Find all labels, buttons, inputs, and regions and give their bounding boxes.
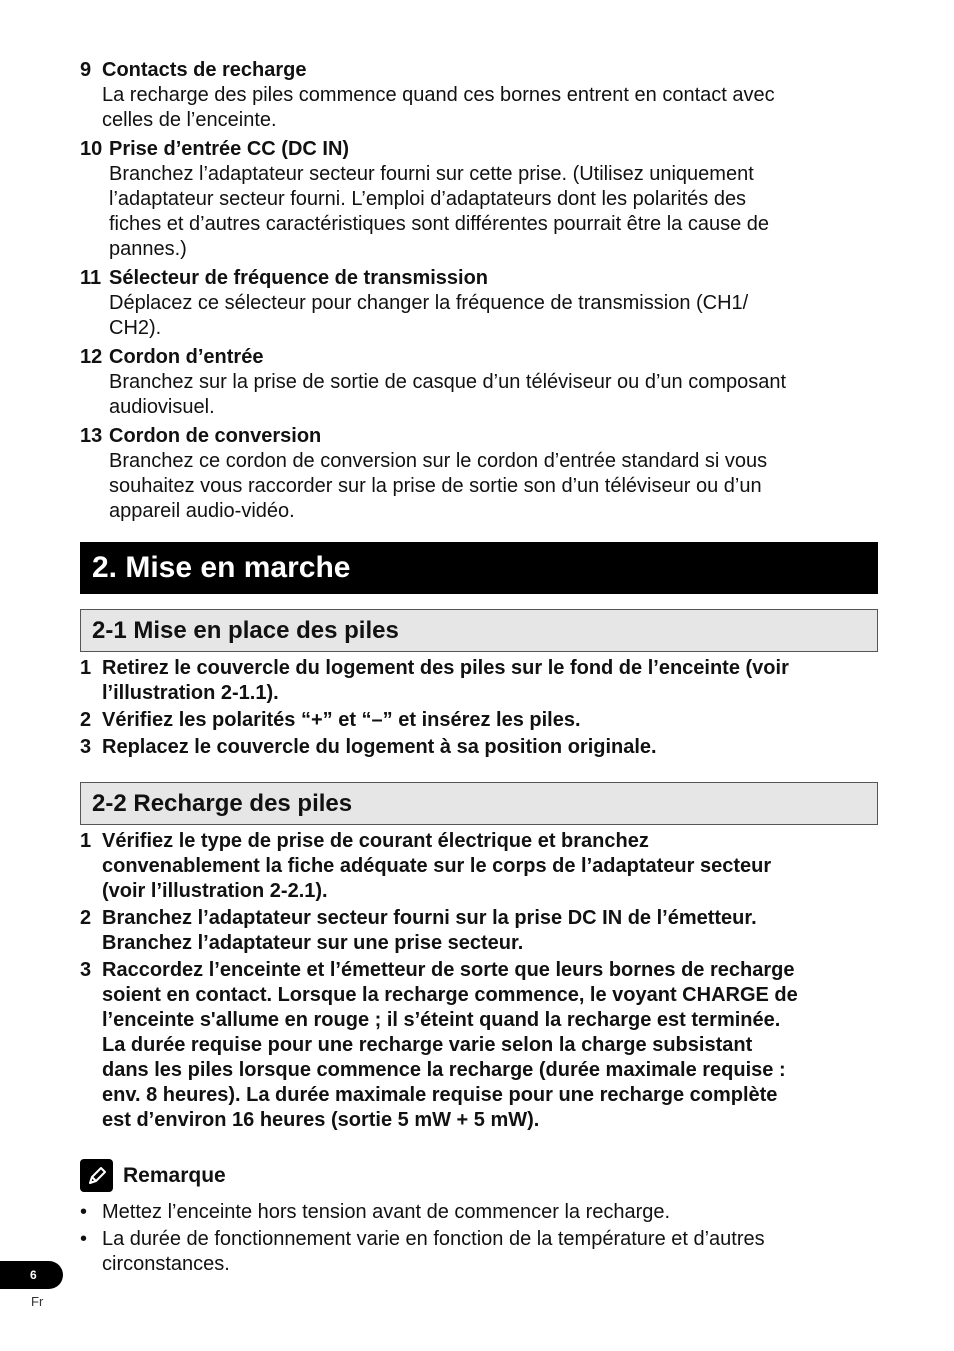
text-line: l’illustration 2-1.1). <box>102 682 279 704</box>
item-description <box>80 291 878 341</box>
item-13 <box>80 424 878 524</box>
step-item <box>80 735 878 760</box>
text-line: dans les piles lorsque commence la recharge (durée maximale requise : <box>102 1059 786 1081</box>
item-11 <box>80 266 878 341</box>
section-heading: 2. Mise en marche <box>80 542 878 594</box>
item-description <box>80 162 878 262</box>
text-line: La durée requise pour une recharge varie selon la charge subsistant <box>102 1034 753 1056</box>
step-number: 2 <box>80 907 92 929</box>
text-line: Retirez le couvercle du logement des piles sur le fond de l’enceinte (voir <box>102 657 789 679</box>
note-title: Remarque <box>123 1163 226 1187</box>
step-number: 2 <box>80 709 92 731</box>
text-line: est d’environ 16 heures (sortie 5 mW + 5 mW). <box>102 1109 540 1131</box>
item-title: Cordon d’entrée <box>109 346 264 368</box>
text-line: Déplacez ce sélecteur pour changer la fréquence de transmission (CH1/ <box>109 292 749 314</box>
item-number: 12 <box>80 346 103 368</box>
text-line: (voir l’illustration 2-2.1). <box>102 880 328 902</box>
step-item <box>80 906 878 956</box>
step-item <box>80 958 878 1133</box>
text-line: Branchez l’adaptateur secteur fourni sur la prise DC IN de l’émetteur. <box>102 907 757 929</box>
step-number: 3 <box>80 736 92 758</box>
text-line: Raccordez l’enceinte et l’émetteur de sorte que leurs bornes de recharge <box>102 959 795 981</box>
item-number: 10 <box>80 138 103 160</box>
text-line: celles de l’enceinte. <box>102 109 277 131</box>
step-text <box>102 906 878 956</box>
item-title: Prise d’entrée CC (DC IN) <box>109 138 350 160</box>
step-item <box>80 829 878 904</box>
text-line: audiovisuel. <box>109 396 215 418</box>
step-number: 3 <box>80 959 92 981</box>
item-title: Sélecteur de fréquence de transmission <box>109 267 489 289</box>
text-line: circonstances. <box>102 1253 230 1275</box>
page-content <box>80 58 878 1277</box>
item-title: Cordon de conversion <box>109 425 322 447</box>
step-number: 1 <box>80 830 92 852</box>
step-item <box>80 656 878 706</box>
language-label: Fr <box>31 1294 44 1309</box>
text-line: Vérifiez les polarités “+” et “–” et insérez les piles. <box>102 709 581 731</box>
subsection-heading-2-1: 2-1 Mise en place des piles <box>80 609 878 652</box>
item-description <box>80 449 878 524</box>
page-number: 6 <box>30 1268 37 1282</box>
text-line: convenablement la fiche adéquate sur le corps de l’adaptateur secteur <box>102 855 772 877</box>
item-10 <box>80 137 878 262</box>
steps-2-1 <box>80 656 878 760</box>
text-line: La recharge des piles commence quand ces bornes entrent en contact avec <box>102 84 775 106</box>
note-header <box>80 1159 878 1192</box>
text-line: Branchez sur la prise de sortie de casque d’un téléviseur ou d’un composant <box>109 371 787 393</box>
steps-2-2 <box>80 829 878 1133</box>
text-line: env. 8 heures). La durée maximale requise pour une recharge complète <box>102 1084 778 1106</box>
step-item <box>80 708 878 733</box>
item-12 <box>80 345 878 420</box>
text-line: Branchez ce cordon de conversion sur le cordon d’entrée standard si vous <box>109 450 768 472</box>
item-number: 11 <box>80 267 102 289</box>
text-line: Branchez l’adaptateur secteur fourni sur cette prise. (Utilisez uniquement <box>109 163 754 185</box>
text-line: Replacez le couvercle du logement à sa position originale. <box>102 736 657 758</box>
step-text <box>102 958 878 1133</box>
item-description <box>80 370 878 420</box>
item-number: 9 <box>80 59 92 81</box>
page-number-tab <box>0 1261 63 1289</box>
step-text <box>102 656 878 706</box>
bullet-mark: • <box>80 1201 88 1223</box>
item-description <box>80 83 878 133</box>
pencil-note-icon <box>80 1159 113 1192</box>
step-text <box>102 829 878 904</box>
step-text <box>102 735 878 760</box>
step-text <box>102 708 878 733</box>
text-line: soient en contact. Lorsque la recharge commence, le voyant CHARGE de <box>102 984 798 1006</box>
text-line: appareil audio-vidéo. <box>109 500 295 522</box>
subsection-heading-2-2: 2-2 Recharge des piles <box>80 782 878 825</box>
text-line: Branchez l’adaptateur sur une prise secteur. <box>102 932 524 954</box>
text-line: CH2). <box>109 317 162 339</box>
note-bullets <box>80 1200 878 1277</box>
item-title: Contacts de recharge <box>102 59 307 81</box>
text-line: Vérifiez le type de prise de courant électrique et branchez <box>102 830 649 852</box>
text-line: Mettez l’enceinte hors tension avant de commencer la recharge. <box>102 1201 671 1223</box>
text-line: La durée de fonctionnement varie en fonction de la température et d’autres <box>102 1228 765 1250</box>
text-line: l’enceinte s'allume en rouge ; il s’éteint quand la recharge est terminée. <box>102 1009 781 1031</box>
bullet-mark: • <box>80 1228 88 1250</box>
text-line: souhaitez vous raccorder sur la prise de sortie son d’un téléviseur ou d’un <box>109 475 762 497</box>
text-line: pannes.) <box>109 238 187 260</box>
bullet-item <box>80 1227 878 1277</box>
item-9 <box>80 58 878 133</box>
bullet-item <box>80 1200 878 1225</box>
text-line: fiches et d’autres caractéristiques sont différentes pourrait être la cause de <box>109 213 769 235</box>
item-number: 13 <box>80 425 103 447</box>
step-number: 1 <box>80 657 92 679</box>
text-line: l’adaptateur secteur fourni. L’emploi d’adaptateurs dont les polarités des <box>109 188 747 210</box>
